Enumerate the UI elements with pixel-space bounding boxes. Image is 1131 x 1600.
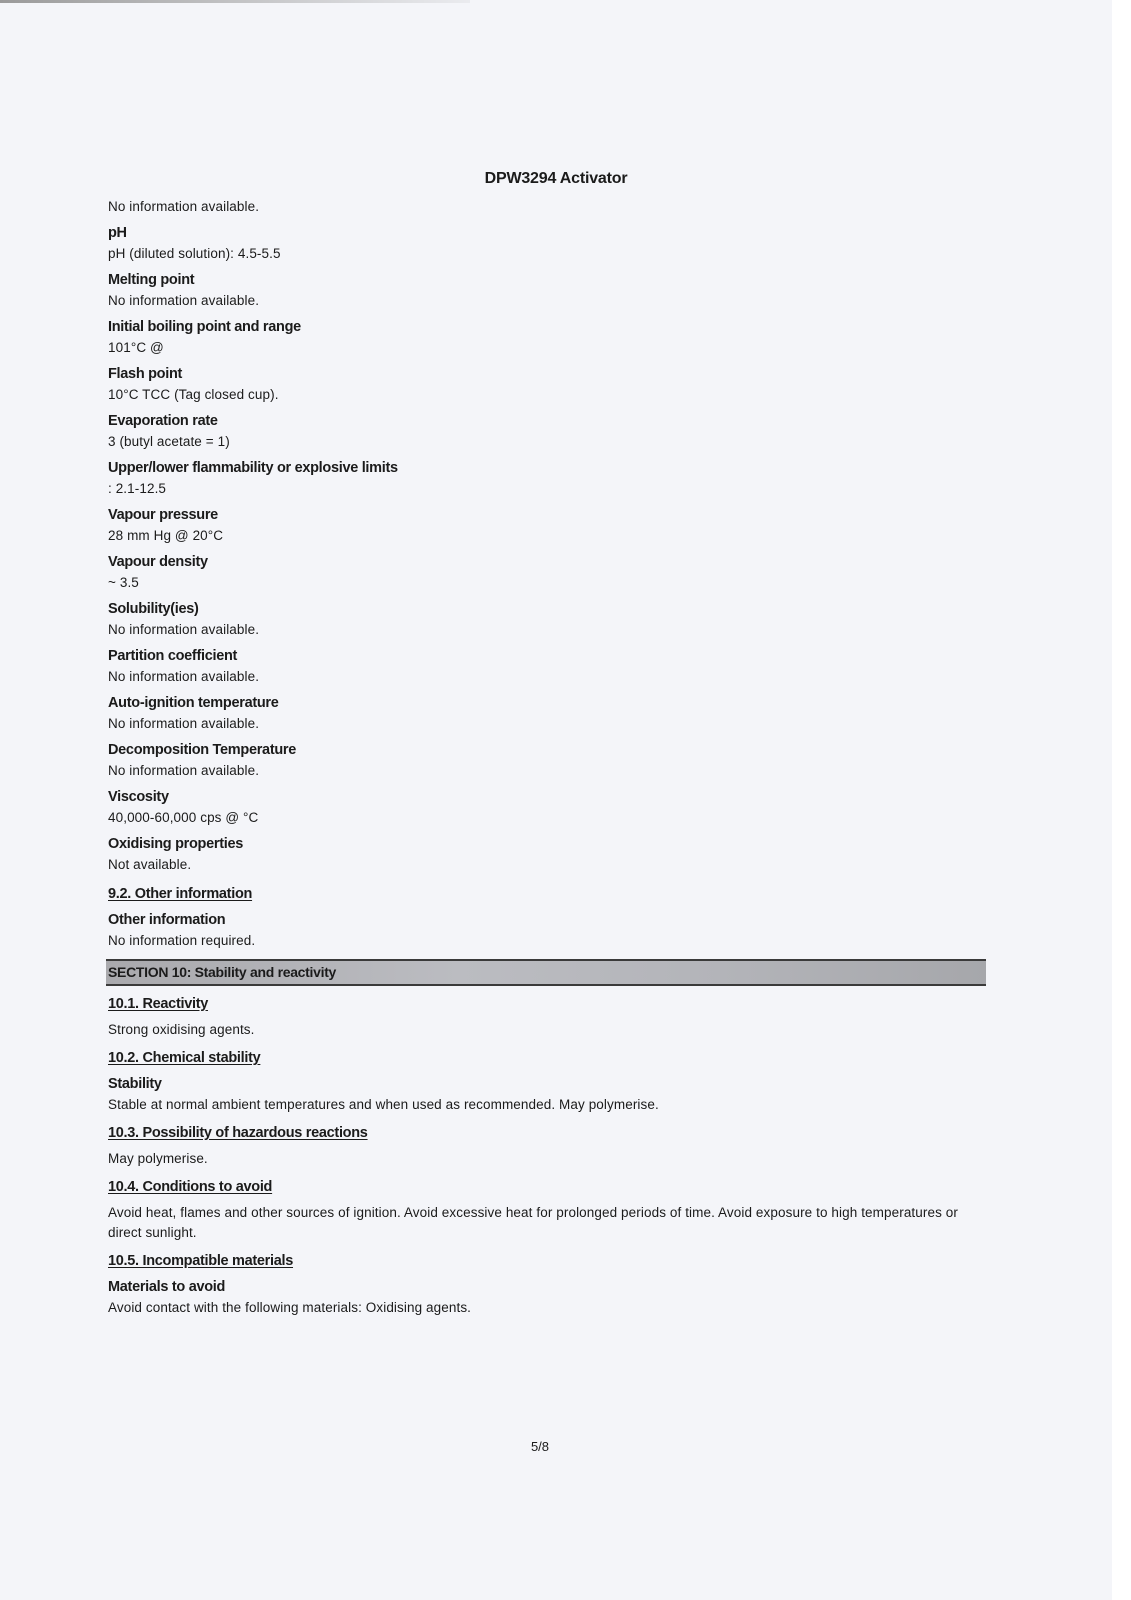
property-list [108, 218, 1008, 876]
reactivity-heading: 10.1. Reactivity [108, 996, 208, 1012]
property-value: 28 mm Hg @ 20°C [108, 528, 224, 543]
property-label: Decomposition Temperature [108, 742, 297, 758]
property-label: Upper/lower flammability or explosive limits [108, 460, 398, 476]
property-item [108, 735, 1008, 782]
property-label: Melting point [108, 272, 195, 288]
property-value: No information available. [108, 763, 260, 778]
property-item [108, 547, 1008, 594]
property-item [108, 453, 1008, 500]
property-item [108, 688, 1008, 735]
section-10-header [106, 959, 986, 986]
other-information-heading: 9.2. Other information [108, 886, 253, 902]
document-content [108, 197, 1008, 1318]
property-item [108, 594, 1008, 641]
property-value: No information available. [108, 716, 260, 731]
other-information-value: No information required. [108, 933, 256, 948]
property-label: Vapour pressure [108, 507, 218, 523]
property-item [108, 265, 1008, 312]
other-information-label: Other information [108, 912, 226, 928]
incompatible-materials-heading: 10.5. Incompatible materials [108, 1253, 294, 1269]
property-value: : 2.1-12.5 [108, 481, 167, 496]
chemical-stability-heading: 10.2. Chemical stability [108, 1050, 261, 1066]
property-label: Oxidising properties [108, 836, 243, 852]
materials-to-avoid-text: Avoid contact with the following materials: Oxidising agents. [108, 1300, 472, 1315]
property-item [108, 218, 1008, 265]
property-value: No information available. [108, 622, 260, 637]
hazardous-reactions-text: May polymerise. [108, 1151, 208, 1166]
property-item [108, 782, 1008, 829]
intro-text: No information available. [108, 199, 260, 214]
property-value: 10°C TCC (Tag closed cup). [108, 387, 279, 402]
property-item [108, 641, 1008, 688]
stability-label: Stability [108, 1076, 162, 1092]
scan-margin [1112, 0, 1131, 1600]
property-item [108, 406, 1008, 453]
property-label: Viscosity [108, 789, 169, 805]
property-value: 3 (butyl acetate = 1) [108, 434, 230, 449]
property-label: Initial boiling point and range [108, 319, 301, 335]
scan-edge [0, 0, 470, 3]
property-value: 40,000-60,000 cps @ °C [108, 810, 259, 825]
property-value: 101°C @ [108, 340, 164, 355]
reactivity-text: Strong oxidising agents. [108, 1022, 255, 1037]
property-item [108, 829, 1008, 876]
property-label: Evaporation rate [108, 413, 218, 429]
property-value: ~ 3.5 [108, 575, 139, 590]
property-label: Solubility(ies) [108, 601, 199, 617]
property-value: No information available. [108, 669, 260, 684]
property-value: pH (diluted solution): 4.5-5.5 [108, 246, 281, 261]
property-label: pH [108, 225, 127, 241]
property-item [108, 312, 1008, 359]
property-item [108, 500, 1008, 547]
property-value: No information available. [108, 293, 260, 308]
property-label: Partition coefficient [108, 648, 238, 664]
hazardous-reactions-heading: 10.3. Possibility of hazardous reactions [108, 1125, 368, 1141]
property-label: Flash point [108, 366, 183, 382]
section-10-title: SECTION 10: Stability and reactivity [108, 964, 337, 980]
page-number: 5/8 [530, 1439, 550, 1454]
materials-to-avoid-label: Materials to avoid [108, 1279, 226, 1295]
other-information-item [108, 910, 1008, 952]
property-item [108, 359, 1008, 406]
document-title: DPW3294 Activator [484, 170, 628, 187]
property-label: Vapour density [108, 554, 208, 570]
conditions-to-avoid-heading: 10.4. Conditions to avoid [108, 1179, 273, 1195]
stability-text: Stable at normal ambient temperatures and when used as recommended. May polymerise. [108, 1097, 659, 1112]
property-label: Auto-ignition temperature [108, 695, 279, 711]
property-value: Not available. [108, 857, 192, 872]
conditions-to-avoid-text: Avoid heat, flames and other sources of ignition. Avoid excessive heat for prolonged periods of time. Avoid exposure to high temperatures or direct sunlight. [108, 1205, 958, 1240]
